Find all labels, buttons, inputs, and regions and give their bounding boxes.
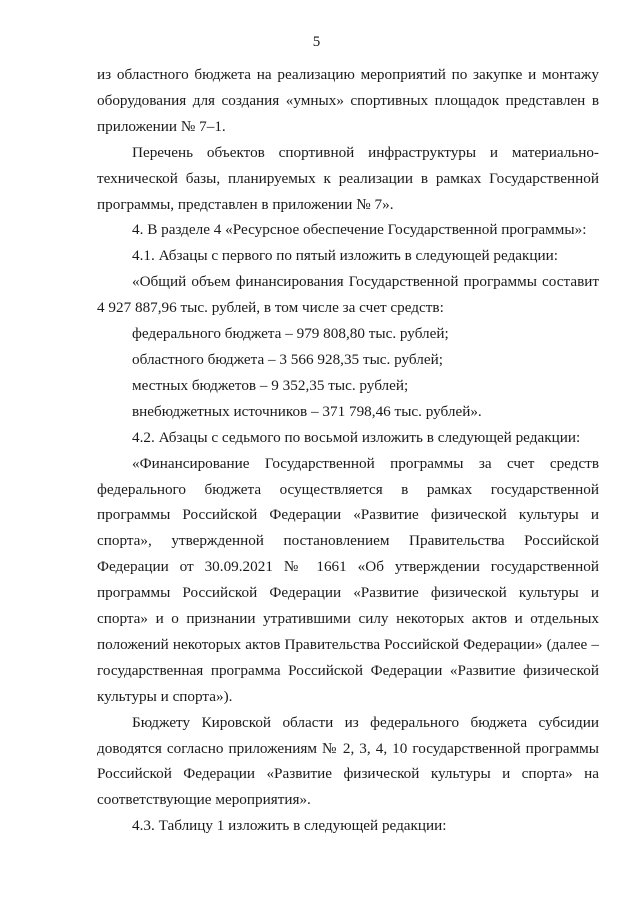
paragraph-6: 4.2. Абзацы с седьмого по восьмой изложить в следующей редакции: <box>132 428 581 446</box>
funding-list <box>97 321 599 425</box>
document-body <box>97 62 599 839</box>
paragraph-4: 4.1. Абзацы с первого по пятый изложить в следующей редакции: <box>132 247 559 265</box>
paragraph-3: 4. В разделе 4 «Ресурсное обеспечение Государственной программы»: <box>132 221 587 239</box>
list-item: областного бюджета – 3 566 928,35 тыс. рублей; <box>132 350 443 368</box>
list-item: федерального бюджета – 979 808,80 тыс. рублей; <box>132 325 449 343</box>
paragraph-1: из областного бюджета на реализацию мероприятий по закупке и монтажу оборудования для создания «умных» спортивных площадок представлен в приложении № 7–1. <box>97 66 599 135</box>
page-number: 5 <box>312 34 321 50</box>
list-item: внебюджетных источников – 371 798,46 тыс. рублей». <box>132 402 482 420</box>
list-item: местных бюджетов – 9 352,35 тыс. рублей; <box>132 376 409 394</box>
paragraph-7: «Финансирование Государственной программы за счет средств федерального бюджета осуществляется в рамках государственной программы Российской Федерации «Развитие физической культуры и спорта», утвержденной постановлением Правительства Российской Федерации от 30.09.2021 № 1661 «Об утверждении государственной программы Российской Федерации «Развитие физической культуры и спорта» и о признании утратившими силу некоторых актов и отдельных положений некоторых актов Правительства Российской Федерации» (далее – государственная программа Российской Федерации «Развитие физической культуры и спорта»). <box>97 454 599 705</box>
paragraph-9: 4.3. Таблицу 1 изложить в следующей редакции: <box>132 817 447 835</box>
paragraph-5: «Общий объем финансирования Государственной программы составит 4 927 887,96 тыс. рублей, в том числе за счет средств: <box>97 273 599 317</box>
paragraph-2: Перечень объектов спортивной инфраструктуры и материально-технической базы, планируемых к реализации в рамках Государственной программы, представлен в приложении № 7». <box>97 143 599 213</box>
paragraph-8: Бюджету Кировской области из федерального бюджета субсидии доводятся согласно приложениям № 2, 3, 4, 10 государственной программы Российской Федерации «Развитие физической культуры и спорта» на соответствующие мероприятия». <box>97 713 599 809</box>
